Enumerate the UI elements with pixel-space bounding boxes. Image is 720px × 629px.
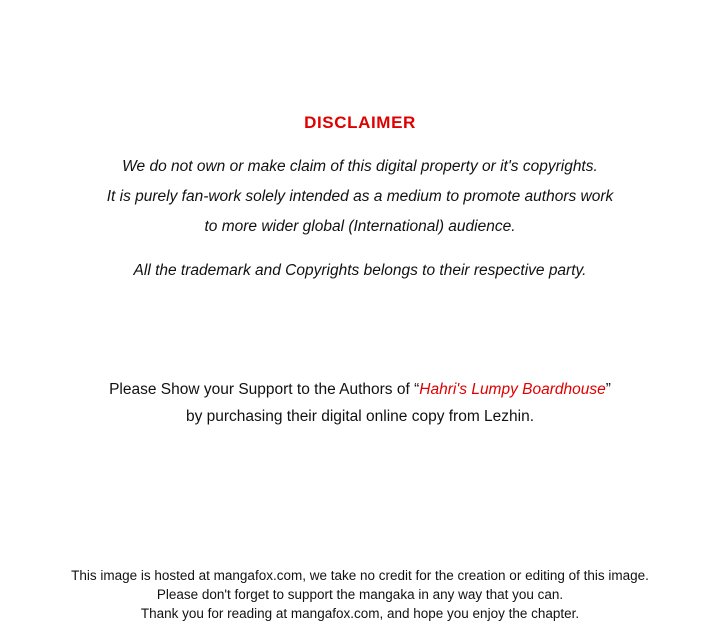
disclaimer-line-2: It is purely fan-work solely intended as a medium to promote authors work xyxy=(106,188,614,205)
disclaimer-paragraph-2 xyxy=(0,256,720,286)
support-block xyxy=(0,376,720,430)
footer-line-2: Please don't forget to support the mangaka in any way that you can. xyxy=(156,587,564,602)
footer-notice xyxy=(0,566,720,623)
disclaimer-line-4: All the trademark and Copyrights belongs to their respective party. xyxy=(133,262,587,279)
support-suffix: ” xyxy=(605,381,611,398)
footer-line-1: This image is hosted at mangafox.com, we take no credit for the creation or editing of this image. xyxy=(71,568,649,583)
support-line-1 xyxy=(0,376,720,403)
disclaimer-line-1: We do not own or make claim of this digital property or it's copyrights. xyxy=(122,158,598,175)
disclaimer-line-3: to more wider global (International) audience. xyxy=(204,218,516,235)
disclaimer-body xyxy=(0,152,720,286)
footer-line-3: Thank you for reading at mangafox.com, and hope you enjoy the chapter. xyxy=(140,606,580,621)
series-title: Hahri's Lumpy Boardhouse xyxy=(419,381,606,398)
disclaimer-paragraph-1 xyxy=(0,152,720,242)
support-prefix: Please Show your Support to the Authors of “ xyxy=(109,381,420,398)
disclaimer-title: DISCLAIMER xyxy=(304,113,416,132)
support-line-2: by purchasing their digital online copy from Lezhin. xyxy=(185,408,535,425)
